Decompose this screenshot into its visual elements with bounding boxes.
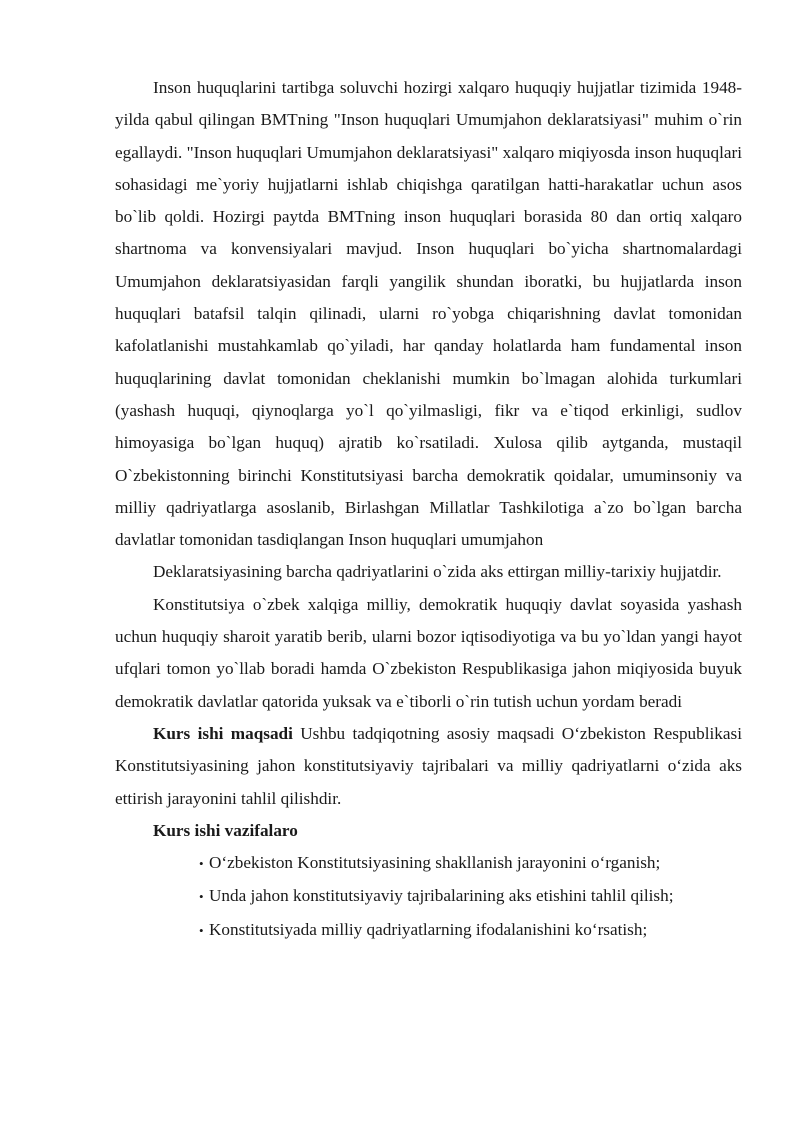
paragraph-goal [115,718,742,815]
goal-text: Ushbu tadqiqotning asosiy maqsadi O‘zbekiston Respublikasi Konstitutsiyasining jahon konstitutsiyaviy tajribalari va milliy qadriyatlarni o‘zida aks ettirish jarayonini tahlil qilishdir. [115,723,742,808]
bullet-icon: • [199,922,204,938]
document-page [115,72,742,947]
tasks-heading: Kurs ishi vazifalaro [153,820,298,840]
list-item [199,847,742,880]
list-item [199,914,742,947]
tasks-list [115,847,742,947]
paragraph-intro: Inson huquqlarini tartibga soluvchi hozirgi xalqaro huquqiy hujjatlar tizimida 1948- yilda qabul qilingan BMTning "Inson huquqlari Umumjahon deklaratsiyasi" muhim o`rin egallaydi. "Inson huquqlari Umumjahon deklaratsiyasi" xalqaro miqiyosda inson huquqlari sohasidagi me`yoriy hujjatlarni ishlab chiqishga qaratilgan hatti-harakatlar uchun asos bo`lib qoldi. Hozirgi paytda BMTning inson huquqlari borasida 80 dan ortiq xalqaro shartnoma va konvensiyalari mavjud. Inson huquqlari bo`yicha shartnomalardagi Umumjahon deklaratsiyasidan farqli yangilik shundan iboratki, bu hujjatlarda inson huquqlari batafsil talqin qilinadi, ularni ro`yobga chiqarishning davlat tomonidan kafolatlanishi mustahkamlab qo`yiladi, har qanday holatlarda ham fundamental inson huquqlarining davlat tomonidan cheklanishi mumkin bo`lmagan alohida turkumlari (yashash huquqi, qiynoqlarga yo`l qo`yilmasligi, fikr va e`tiqod erkinligi, sudlov himoyasiga bo`lgan huquq) ajratib ko`rsatiladi. Xulosa qilib aytganda, mustaqil O`zbekistonning birinchi Konstitutsiyasi barcha demokratik qoidalar, umuminsoniy va milliy qadriyatlarga asoslanib, Birlashgan Millatlar Tashkilotiga a`zo bo`lgan barcha davlatlar tomonidan tasdiqlangan Inson huquqlari umumjahon [115,78,742,550]
paragraph-declaration: Deklaratsiyasining barcha qadriyatlarini o`zida aks ettirgan milliy-tarixiy hujjatdir. [153,562,722,582]
task-text: O‘zbekiston Konstitutsiyasining shakllanish jarayonini o‘rganish; [209,853,661,873]
paragraph-constitution: Konstitutsiya o`zbek xalqiga milliy, demokratik huquqiy davlat soyasida yashash uchun huquqiy sharoit yaratib berib, ularni bozor iqtisodiyotiga va bu yo`ldan yangi hayot ufqlari tomon yo`llab boradi hamda O`zbekiston Respublikasiga jahon miqiyosida buyuk demokratik davlatlar qatorida yuksak va e`tiborli o`rin tutish uchun yordam beradi [115,594,742,711]
bullet-icon: • [199,856,204,872]
list-item [199,880,742,913]
goal-label: Kurs ishi maqsadi [153,723,293,743]
bullet-icon: • [199,889,204,905]
task-text: Konstitutsiyada milliy qadriyatlarning ifodalanishini ko‘rsatish; [209,919,648,939]
task-text: Unda jahon konstitutsiyaviy tajribalarining aks etishini tahlil qilish; [209,886,674,906]
